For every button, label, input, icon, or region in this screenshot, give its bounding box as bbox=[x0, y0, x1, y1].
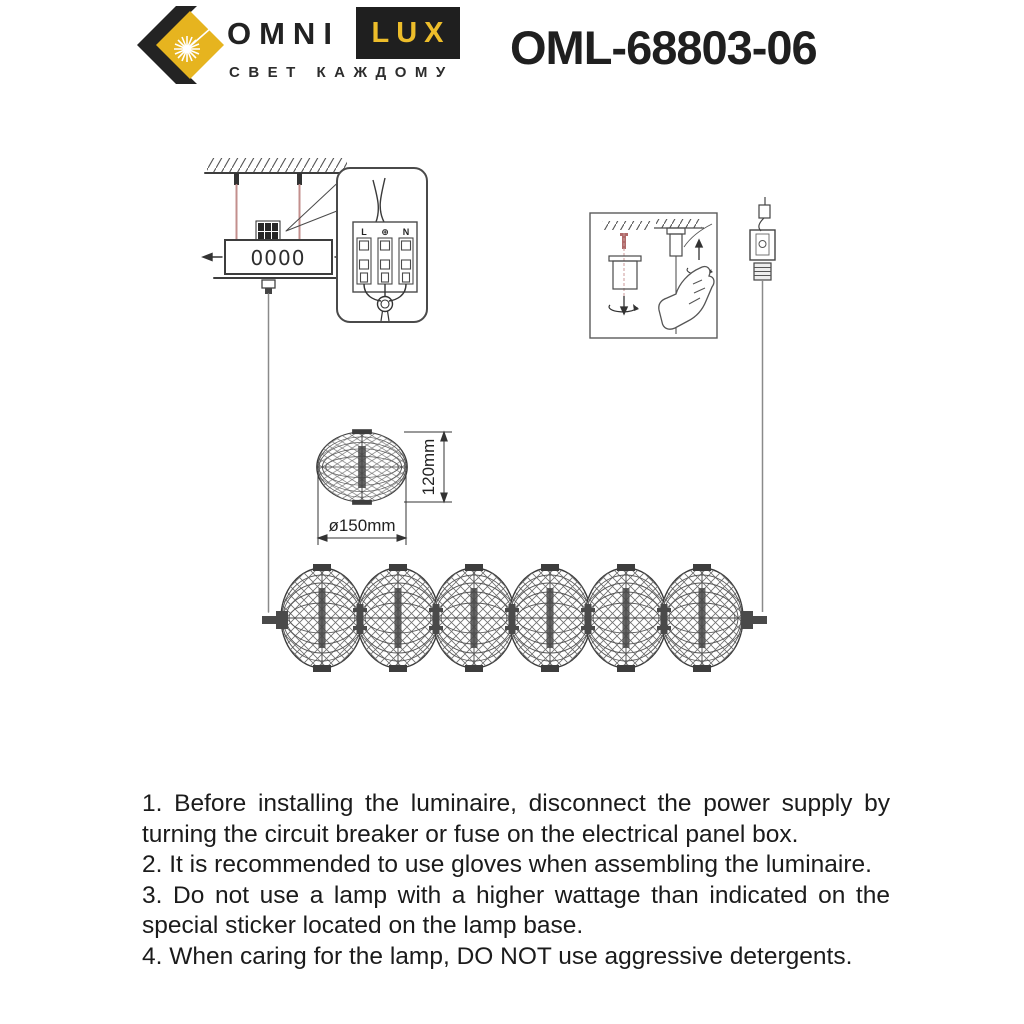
brand-name-primary: OMNI bbox=[227, 16, 340, 51]
wiring-detail-diagram bbox=[337, 168, 427, 322]
canopy-section bbox=[750, 230, 775, 260]
terminal-columns bbox=[357, 238, 413, 284]
instructions-block bbox=[142, 789, 890, 972]
ceiling-hatch-small-right bbox=[656, 219, 702, 228]
diameter-dimension-label: ø150mm bbox=[328, 516, 396, 535]
brand-tagline: СВЕТ КАЖДОМУ bbox=[229, 64, 454, 81]
end-fitting-right bbox=[741, 611, 767, 629]
connector-wire bbox=[759, 218, 764, 231]
red-screw bbox=[622, 236, 626, 249]
brand-name-secondary: LUX bbox=[371, 16, 451, 49]
ceiling-hatch bbox=[207, 158, 347, 173]
canopy-marking: 0000 bbox=[250, 246, 306, 270]
instruction-item-1: 1. Before installing the luminaire, disconnect the power supply by turning the circuit breaker or fuse on the electrical panel box. bbox=[142, 790, 890, 848]
dimension-diagram bbox=[317, 429, 452, 545]
height-dimension-label: 120mm bbox=[419, 438, 438, 496]
terminal-label-l: L bbox=[361, 227, 367, 237]
terminal-label-n: N bbox=[402, 227, 410, 237]
terminal-label-earth: ⊕ bbox=[381, 227, 389, 237]
ceiling-hatch-small-left bbox=[602, 221, 652, 230]
cord-grip bbox=[262, 280, 275, 288]
canopy-hole bbox=[759, 241, 766, 248]
shade-drawing bbox=[317, 429, 407, 505]
adjustment-diagram bbox=[590, 213, 717, 338]
suspension-assembly-diagram bbox=[750, 197, 775, 612]
top-connector bbox=[759, 205, 770, 218]
instruction-item-3: 3. Do not use a lamp with a higher wattage than indicated on the special sticker located on the lamp base. bbox=[142, 881, 890, 939]
instruction-item-4: 4. When caring for the lamp, DO NOT use aggressive detergents. bbox=[142, 942, 853, 970]
ceiling-mount-diagram bbox=[203, 158, 354, 612]
pendant-drawing bbox=[262, 564, 767, 672]
mounting-screw-right bbox=[297, 173, 302, 185]
mounting-screw-left bbox=[234, 173, 239, 185]
end-fitting-left bbox=[262, 611, 288, 629]
cord-grip-nut bbox=[265, 288, 272, 294]
cord-grip-cylinder bbox=[754, 263, 771, 280]
model-number: OML-68803-06 bbox=[510, 21, 817, 74]
instruction-item-2: 2. It is recommended to use gloves when assembling the luminaire. bbox=[142, 851, 872, 878]
